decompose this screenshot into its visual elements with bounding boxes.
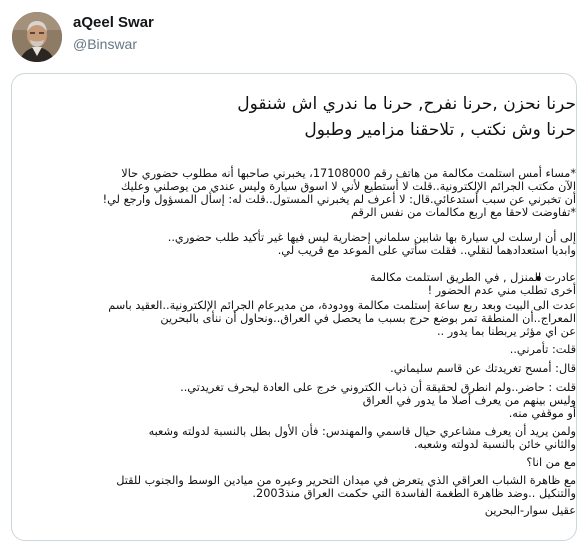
- heading-line: حرنا وش نكتب , تلاحقنا مزامير وطبول: [304, 120, 576, 140]
- avatar[interactable]: [12, 12, 62, 62]
- user-handle[interactable]: @Binswar: [73, 36, 138, 52]
- text-line: مع ظاهرة الشباب العراقي الذي يتعرض في ميدان التحرير وعيره من ميادين الوسط والجنوب للقتل: [116, 474, 576, 487]
- heading-line: حرنا نحزن ,حرنا نفرح, حرنا ما ندري اش شنقول: [237, 94, 576, 114]
- text-line: *تفاوضت لاحقا مع اربع مكالمات من نفس الرقم: [350, 206, 576, 219]
- tweet-image[interactable]: [11, 73, 577, 541]
- text-line: إلى أن ارسلت لي سيارة بها شابين سلماني إحضارية ليس فيها غير تأكيد طلب حضوري..: [167, 231, 576, 244]
- text-line: قال: أمسح تغريدتك عن قاسم سليماني.: [390, 362, 576, 375]
- text-line: قلت : حاضر..ولم انطرق لحقيقة أن ذباب الكتروني خرج على العادة ليحرف تغريدتي..: [180, 381, 576, 394]
- text-line: أن تخبرني عن سبب أستدعائي.قال: لا أعرف لم يخبرني المستول..قلت له: إسأل المسؤول وارجع لي!: [102, 193, 576, 206]
- text-line: والثاني خائن بالنسبة لدولته وشعبه.: [413, 438, 576, 451]
- text-line: أو موقفي منه.: [508, 407, 576, 420]
- document-text: [12, 74, 576, 540]
- text-line: عادرت المنزل , في الطريق استلمت مكالمة: [369, 271, 576, 284]
- profile-photo: [12, 12, 62, 62]
- text-line: عن اي مؤثر يربطنا بما يدور ..: [436, 325, 576, 338]
- text-line: وابديا استعدادهما لنقلي.. فقلت سأتي على الموعد مع قريب لي.: [277, 244, 576, 257]
- text-line: *مساء أمس استلمت مكالمة من هاتف رقم 17108000، يخبرني صاحبها أنه مطلوب حضوري حالا: [121, 167, 576, 180]
- display-name[interactable]: aQeel Swar: [73, 14, 154, 31]
- text-line: المعراج..أن المنطقة تمر بوضع حرج بسبب ما يحصل في العراق..ونحاول أن ننأى بالبحرين: [160, 312, 576, 325]
- text-line: قلت: تأمرني..: [509, 343, 576, 356]
- text-line: عقيل سوار-البحرين: [484, 504, 576, 517]
- text-line: عدت الى البيت وبعد ربع ساعة إستلمت مكالمة وودودة، من مديرعام الجرائم الإلكترونية..العقيد باسم: [108, 299, 576, 312]
- text-line: والتنكيل ..وضد ظاهرة الطغمة الفاسدة التي حكمت العراق منذ2003.: [252, 487, 576, 500]
- text-line: مع من انا؟: [526, 456, 576, 469]
- text-line: أخرى تطلب مني عدم الحضور !: [427, 284, 576, 297]
- text-line: ولمن يريد أن يعرف مشاعري حيال قاسمي والمهندس: فأن الأول بطل بالنسبة لدولته وشعبه: [148, 425, 576, 438]
- text-line: وليس بينهم من يعرف أصلا ما يدور في العراق: [362, 394, 576, 407]
- text-line: الآن مكتب الجرائم الإلكترونية..قلت لا أستطيع لأني لا اسوق سيارة وليس عندي من يوصلني وعليك: [120, 180, 576, 193]
